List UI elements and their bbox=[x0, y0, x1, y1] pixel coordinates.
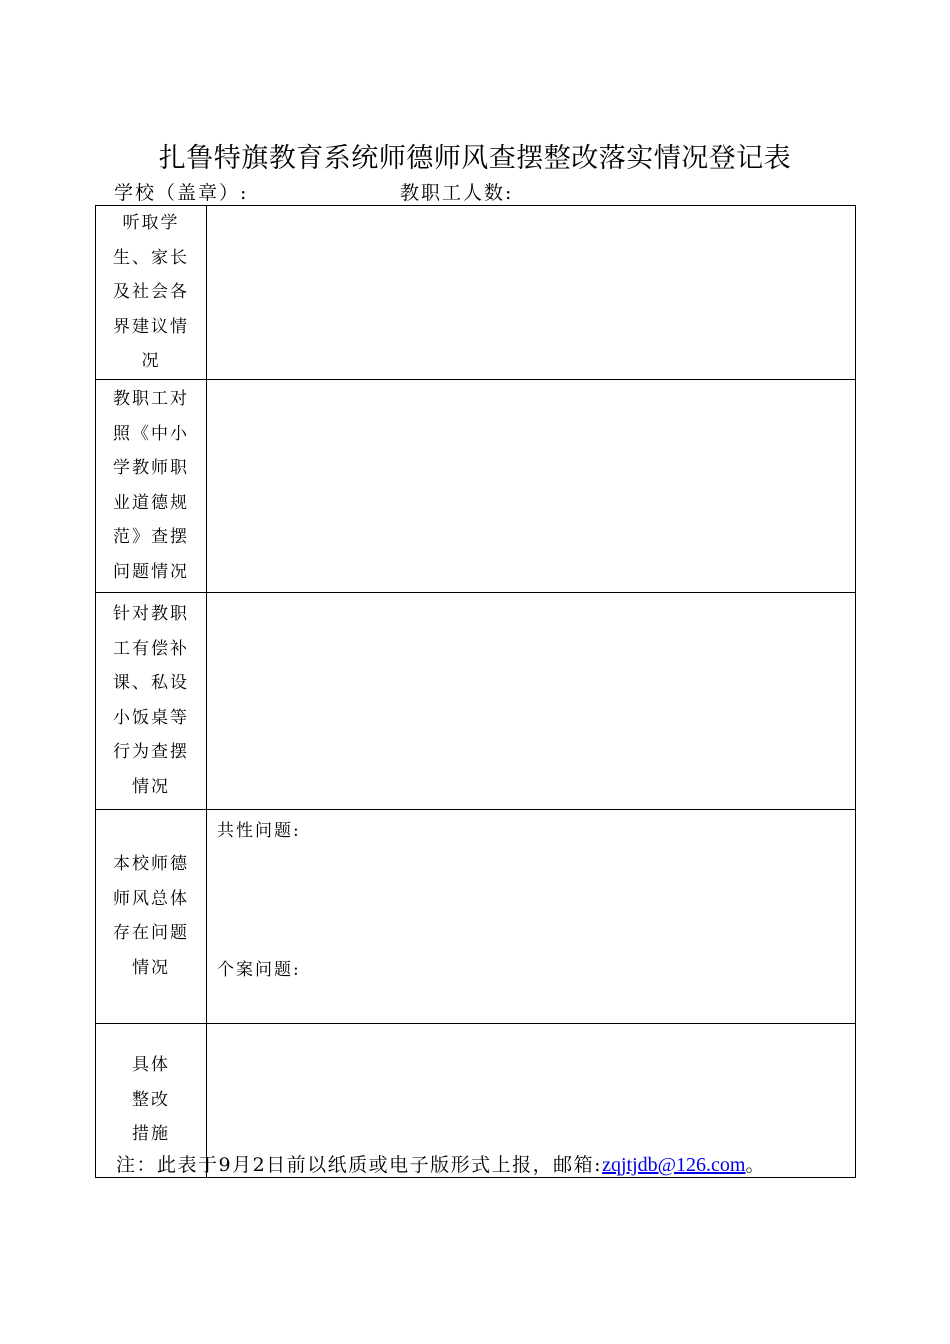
table-row bbox=[96, 206, 856, 380]
school-seal-label: 学校（盖章）: bbox=[114, 182, 249, 204]
footer-note bbox=[116, 1150, 766, 1177]
individual-cases-label: 个案问题: bbox=[217, 959, 301, 980]
row-label-self-check: 教职工对照《中小学教师职业道德规范》查摆问题情况 bbox=[96, 379, 207, 592]
footer-note-end: 。 bbox=[745, 1154, 767, 1176]
page-title: 扎鲁特旗教育系统师德师风查摆整改落实情况登记表 bbox=[158, 143, 792, 174]
suggestions-entry-cell[interactable] bbox=[207, 206, 856, 380]
row-label-overall-issues: 本校师德师风总体存在问题情况 bbox=[96, 809, 207, 1023]
table-row bbox=[96, 809, 856, 1023]
paid-tutoring-entry-cell[interactable] bbox=[207, 592, 856, 809]
overall-issues-entry-cell[interactable] bbox=[207, 809, 856, 1023]
self-check-entry-cell[interactable] bbox=[207, 379, 856, 592]
table-row bbox=[96, 379, 856, 592]
email-link[interactable]: zqjtjdb@126.com bbox=[602, 1154, 746, 1176]
footer-note-text: 注：此表于9月2日前以纸质或电子版形式上报，邮箱: bbox=[116, 1154, 603, 1176]
common-issues-label: 共性问题: bbox=[217, 820, 301, 841]
table-row bbox=[96, 592, 856, 809]
staff-count-label: 教职工人数: bbox=[400, 182, 514, 204]
row-label-paid-tutoring: 针对教职工有偿补课、私设小饭桌等行为查摆情况 bbox=[96, 592, 207, 809]
registration-table bbox=[95, 205, 856, 1178]
row-label-suggestions: 听取学生、家长及社会各界建议情况 bbox=[96, 206, 207, 380]
row-label-rectification: 具体整改措施 bbox=[96, 1023, 207, 1177]
